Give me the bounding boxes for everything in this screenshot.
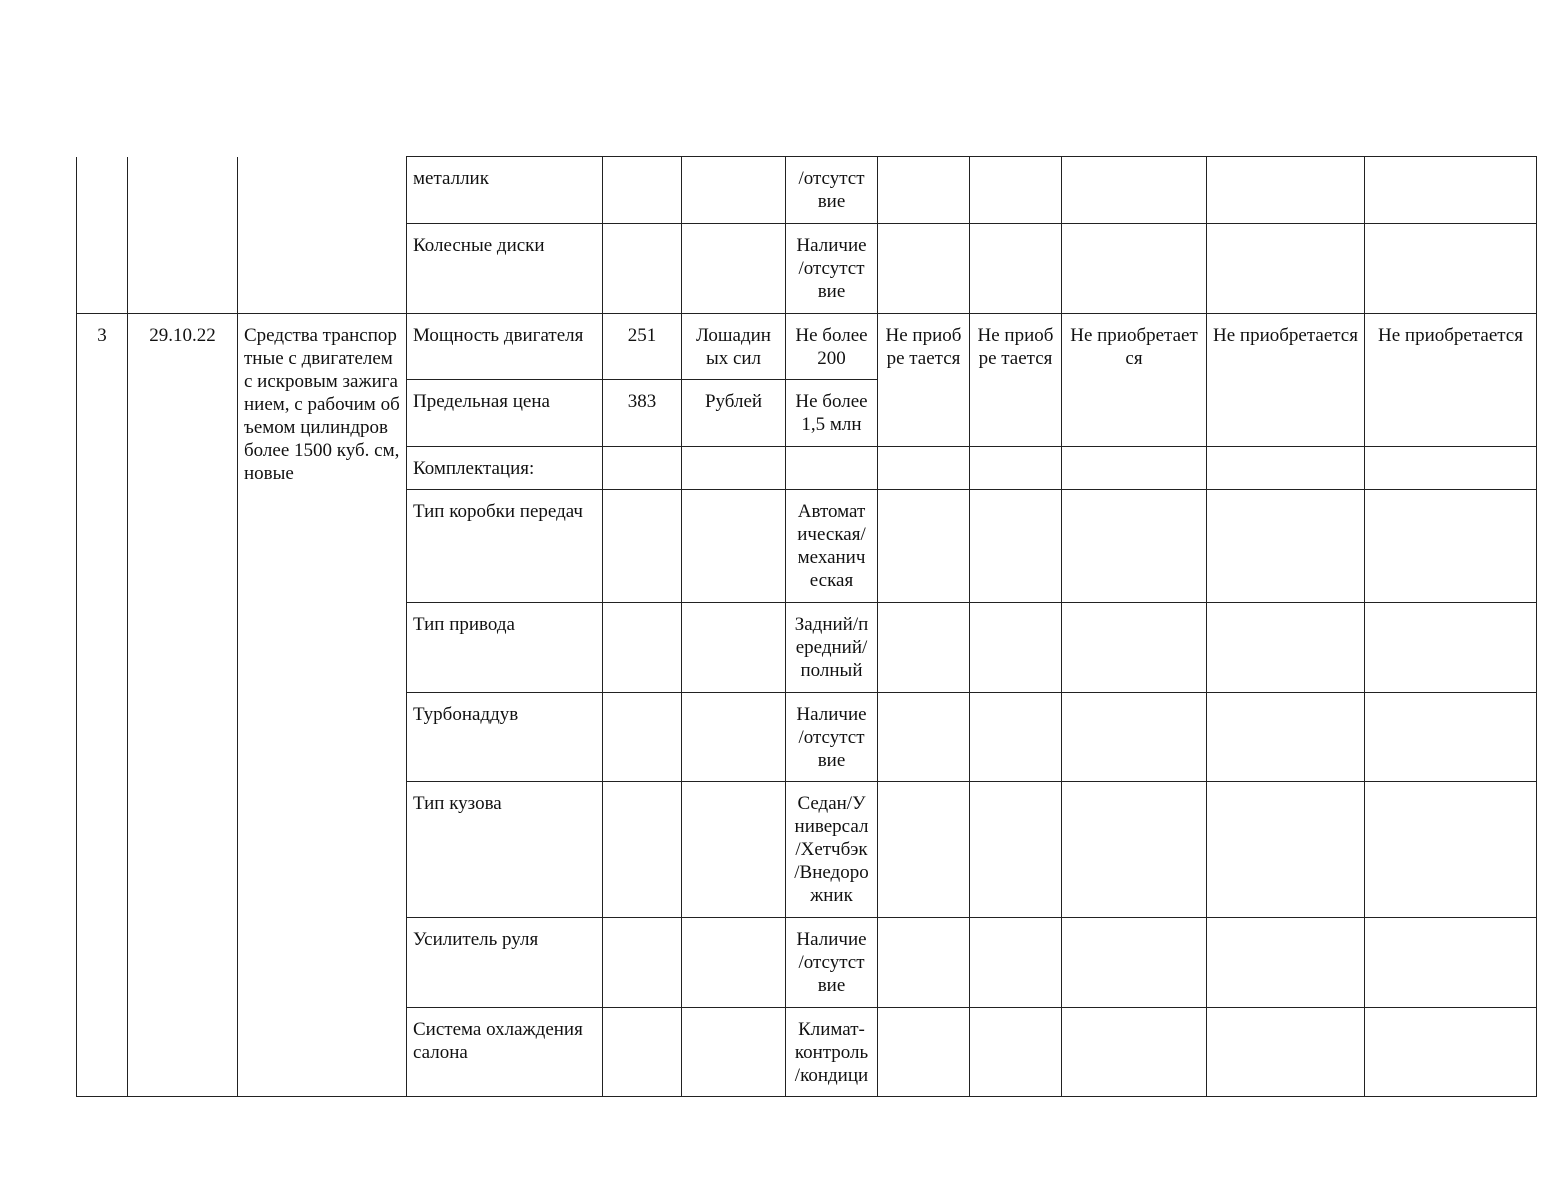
empty-cell	[970, 157, 1062, 224]
requirement-cell: Климат- контроль /кондици	[786, 1008, 878, 1097]
name-cell-continued	[238, 157, 407, 314]
empty-cell	[970, 447, 1062, 490]
empty-cell	[1207, 603, 1365, 693]
empty-cell	[603, 447, 682, 490]
param-cell: Мощность двигателя	[407, 314, 603, 380]
table-row	[77, 157, 1537, 224]
empty-cell	[1207, 918, 1365, 1008]
requirement-cell: Не более 200	[786, 314, 878, 380]
status-cell: Не приобре тается	[878, 314, 970, 447]
empty-cell	[878, 603, 970, 693]
empty-cell	[878, 224, 970, 314]
num-cell-continued	[77, 157, 128, 314]
item-date: 29.10.22	[128, 314, 238, 1097]
empty-cell	[1207, 693, 1365, 782]
empty-cell	[878, 447, 970, 490]
requirement-cell: Не более 1,5 млн	[786, 380, 878, 447]
empty-cell	[1365, 1008, 1537, 1097]
requirement-cell: Наличие /отсутст вие	[786, 224, 878, 314]
empty-cell	[970, 1008, 1062, 1097]
empty-cell	[878, 918, 970, 1008]
unit-cell	[682, 157, 786, 224]
status-cell: Не приобретается	[1207, 314, 1365, 447]
empty-cell	[1207, 224, 1365, 314]
param-cell: металлик	[407, 157, 603, 224]
status-cell: Не приобретается	[1062, 314, 1207, 447]
empty-cell	[970, 782, 1062, 918]
empty-cell	[1062, 157, 1207, 224]
empty-cell	[1062, 782, 1207, 918]
item-name: Средства транспортные с двигателем с искровым зажиганием, с рабочим объемом цилиндров более 1500 куб. см, новые	[238, 314, 407, 1097]
empty-cell	[603, 693, 682, 782]
param-cell: Предельная цена	[407, 380, 603, 447]
requirement-cell: Автомат ическая/ механич еская	[786, 490, 878, 603]
requirement-cell: /отсутст вие	[786, 157, 878, 224]
param-cell: Тип кузова	[407, 782, 603, 918]
param-cell: Комплектация:	[407, 447, 603, 490]
requirement-cell: Седан/У ниверсал /Хетчбэк /Внедоро жник	[786, 782, 878, 918]
empty-cell	[1365, 447, 1537, 490]
empty-cell	[682, 782, 786, 918]
table-row	[77, 314, 1537, 380]
empty-cell	[1365, 224, 1537, 314]
empty-cell	[603, 603, 682, 693]
empty-cell	[603, 1008, 682, 1097]
empty-cell	[878, 693, 970, 782]
empty-cell	[1365, 693, 1537, 782]
param-cell: Колесные диски	[407, 224, 603, 314]
empty-cell	[1062, 603, 1207, 693]
requirement-cell: Задний/п ередний/ полный	[786, 603, 878, 693]
empty-cell	[682, 918, 786, 1008]
procurement-table	[76, 156, 1537, 1097]
empty-cell	[682, 490, 786, 603]
unit-cell: Рублей	[682, 380, 786, 447]
param-cell: Тип привода	[407, 603, 603, 693]
empty-cell	[1062, 224, 1207, 314]
empty-cell	[1207, 447, 1365, 490]
date-cell-continued	[128, 157, 238, 314]
empty-cell	[970, 918, 1062, 1008]
empty-cell	[1207, 157, 1365, 224]
status-cell: Не приобре тается	[970, 314, 1062, 447]
empty-cell	[1062, 693, 1207, 782]
empty-cell	[970, 490, 1062, 603]
empty-cell	[682, 447, 786, 490]
unit-cell	[682, 224, 786, 314]
requirement-cell: Наличие /отсутст вие	[786, 693, 878, 782]
param-cell: Турбонаддув	[407, 693, 603, 782]
empty-cell	[1365, 918, 1537, 1008]
empty-cell	[786, 447, 878, 490]
empty-cell	[1365, 157, 1537, 224]
empty-cell	[603, 490, 682, 603]
requirement-cell: Наличие /отсутст вие	[786, 918, 878, 1008]
empty-cell	[682, 603, 786, 693]
empty-cell	[1062, 1008, 1207, 1097]
empty-cell	[970, 693, 1062, 782]
empty-cell	[682, 1008, 786, 1097]
param-cell: Усилитель руля	[407, 918, 603, 1008]
param-cell: Тип коробки передач	[407, 490, 603, 603]
empty-cell	[1207, 782, 1365, 918]
empty-cell	[970, 603, 1062, 693]
empty-cell	[1207, 490, 1365, 603]
empty-cell	[682, 693, 786, 782]
empty-cell	[878, 1008, 970, 1097]
value-cell: 383	[603, 380, 682, 447]
empty-cell	[1365, 490, 1537, 603]
empty-cell	[878, 782, 970, 918]
unit-cell: Лошадин ых сил	[682, 314, 786, 380]
empty-cell	[1365, 782, 1537, 918]
param-cell: Система охлаждения салона	[407, 1008, 603, 1097]
value-cell	[603, 157, 682, 224]
empty-cell	[1207, 1008, 1365, 1097]
empty-cell	[1062, 447, 1207, 490]
value-cell	[603, 224, 682, 314]
empty-cell	[603, 918, 682, 1008]
empty-cell	[1365, 603, 1537, 693]
value-cell: 251	[603, 314, 682, 380]
empty-cell	[970, 224, 1062, 314]
item-number: 3	[77, 314, 128, 1097]
empty-cell	[1062, 490, 1207, 603]
empty-cell	[1062, 918, 1207, 1008]
empty-cell	[603, 782, 682, 918]
status-cell: Не приобретается	[1365, 314, 1537, 447]
empty-cell	[878, 490, 970, 603]
empty-cell	[878, 157, 970, 224]
